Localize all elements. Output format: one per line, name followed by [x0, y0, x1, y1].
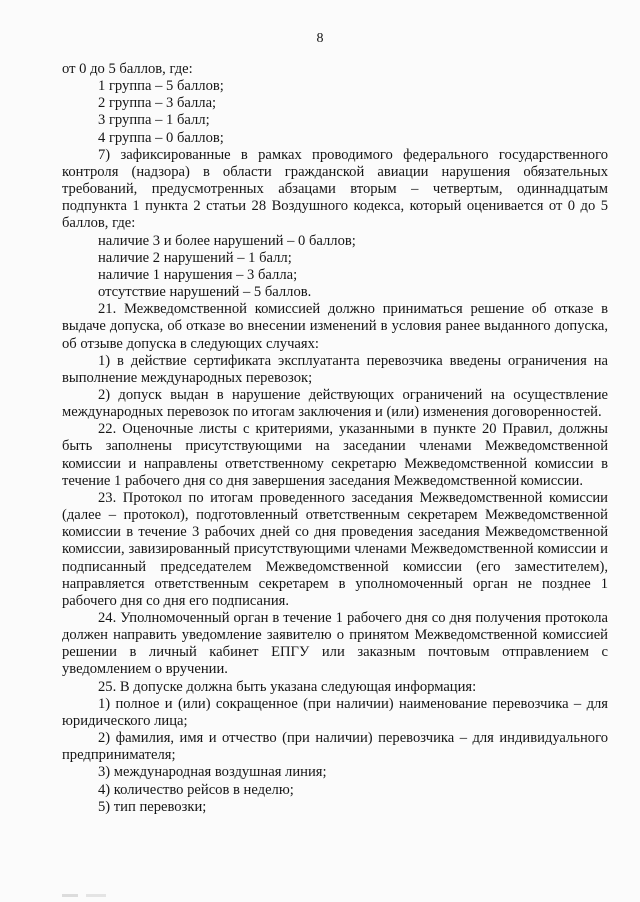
document-body	[62, 61, 608, 816]
list-item: 5) тип перевозки;	[98, 798, 207, 815]
list-item: отсутствие нарушений – 5 баллов.	[98, 284, 312, 301]
scan-artifact	[62, 894, 142, 897]
paragraph: 2) фамилия, имя и отчество (при наличии) перевозчика – для индивидуального предпринимателя;	[62, 730, 608, 764]
page-number: 8	[316, 31, 324, 46]
paragraph: от 0 до 5 баллов, где:	[62, 61, 193, 77]
list-item: 1 группа – 5 баллов;	[98, 78, 224, 95]
paragraph: 2) допуск выдан в нарушение действующих ограничений на осуществление международных перевозок по итогам заключения и (или) изменения договоренностей.	[62, 386, 608, 421]
paragraph: 23. Протокол по итогам проведенного заседания Межведомственной комиссии (далее – протокол), подготовленный ответственным секретарем Межведомственной комиссии в течение 3 рабочих дней со дня проведения заседания Межведомственной комиссии, завизированный присутствующими членами Межведомственной комиссии и подписанный председателем Межведомственной комиссии (его заместителем), направляется ответственным секретарем в уполномоченный орган не позднее 1 рабочего дня со дня его подписания.	[62, 489, 608, 609]
paragraph: 24. Уполномоченный орган в течение 1 рабочего дня со дня получения протокола должен направить уведомление заявителю о принятом Межведомственной комиссией решении в личный кабинет ЕПГУ или заказным почтовым отправлением с уведомлением о вручении.	[62, 610, 608, 678]
list-item: 4) количество рейсов в неделю;	[98, 781, 294, 798]
list-item: наличие 3 и более нарушений – 0 баллов;	[98, 232, 356, 249]
list-item: 4 группа – 0 баллов;	[98, 129, 224, 146]
paragraph: 1) полное и (или) сокращенное (при наличии) наименование перевозчика – для юридического лица;	[62, 695, 608, 729]
list-item: 3) международная воздушная линия;	[98, 764, 327, 781]
list-item: наличие 2 нарушений – 1 балл;	[98, 249, 292, 266]
paragraph: 25. В допуске должна быть указана следующая информация:	[98, 678, 477, 695]
paragraph: 1) в действие сертификата эксплуатанта перевозчика введены ограничения на выполнение международных перевозок;	[62, 352, 608, 386]
paragraph: 22. Оценочные листы с критериями, указанными в пункте 20 Правил, должны быть заполнены присутствующими на заседании членами Межведомственной комиссии и направлены ответственному секретарю Межведомственной комиссии в течение 1 рабочего дня со дня завершения заседания Межведомственной комиссии.	[62, 421, 608, 489]
paragraph: 21. Межведомственной комиссией должно приниматься решение об отказе в выдаче допуска, об отказе во внесении изменений в условия ранее выданного допуска, об отзыве допуска в следующих случаях:	[62, 301, 608, 352]
list-item: 2 группа – 3 балла;	[98, 95, 217, 112]
paragraph: 7) зафиксированные в рамках проводимого федерального государственного контроля (надзора) в области гражданской авиации нарушения обязательных требований, предусмотренных абзацами вторым – четвертым, одиннадцатым подпункта 1 пункта 2 статьи 28 Воздушного кодекса, который оценивается от 0 до 5 баллов, где:	[62, 146, 608, 232]
list-item: наличие 1 нарушения – 3 балла;	[98, 266, 298, 283]
list-item: 3 группа – 1 балл;	[98, 112, 210, 129]
